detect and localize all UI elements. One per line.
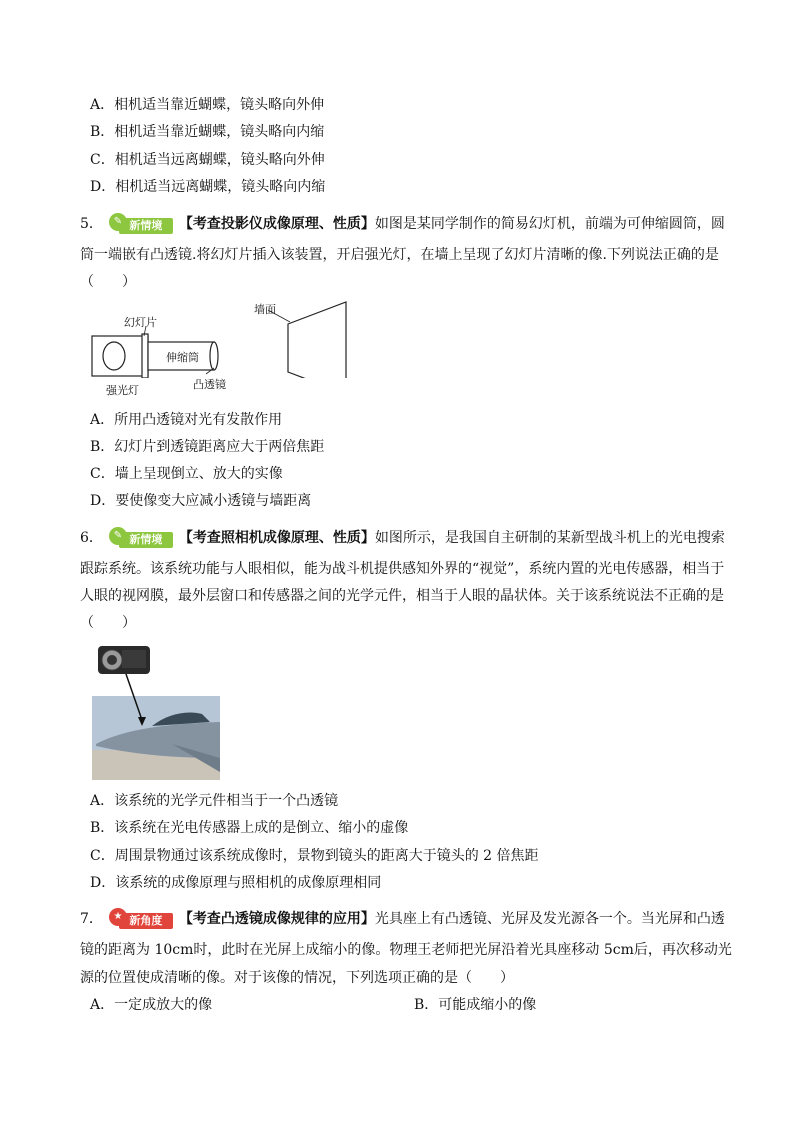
q6-option-d: D．该系统的成像原理与照相机的成像原理相同 — [90, 875, 382, 891]
q5-option-a: A．所用凸透镜对光有发散作用 — [90, 412, 283, 428]
q4-option-a: A．相机适当靠近蝴蝶，镜头略向外伸 — [90, 97, 325, 113]
q6-number: 6． — [80, 530, 103, 546]
wall — [288, 302, 346, 378]
q7-new-angle-tag: 新角度 ★ — [109, 908, 175, 930]
q7-stem-line2: 镜的距离为 10cm时，此时在光屏上成缩小的像。物理王老师把光屏沿着光具座移动 5cm后，再次移动光 — [80, 942, 732, 958]
q5-option-d: D．要使像变大应减小透镜与墙距离 — [90, 493, 312, 509]
q7-option-b: B．可能成缩小的像 — [414, 997, 537, 1013]
label-lamp: 强光灯 — [106, 384, 139, 397]
q6-stem-line1: 6． 新情境 ✎ 【考查照相机成像原理、性质】如图所示，是我国自主研制的某新型战斗机上的光电搜索 — [80, 527, 725, 549]
slide — [142, 334, 148, 378]
label-slide: 幻灯片 — [124, 316, 157, 329]
q7-topic: 【考查凸透镜成像规律的应用】 — [178, 911, 375, 927]
q6-option-a: A．该系统的光学元件相当于一个凸透镜 — [90, 793, 339, 809]
q6-jet-sensor-figure — [92, 640, 222, 782]
q5-stem-line1: 5． 新情境 ✎ 【考查投影仪成像原理、性质】如图是某同学制作的简易幻灯机，前端为可伸缩圆筒，圆 — [80, 213, 725, 235]
tag-leaf-icon: ✎ — [109, 213, 127, 231]
q5-new-context-tag: 新情境 ✎ — [109, 213, 175, 235]
q4-option-d: D．相机适当远离蝴蝶，镜头略向内缩 — [90, 179, 326, 195]
tag-badge-icon: ★ — [109, 908, 127, 926]
q7-stem-line1: 7． 新角度 ★ 【考查凸透镜成像规律的应用】光具座上有凸透镜、光屏及发光源各一个。当光屏和凸透 — [80, 908, 725, 930]
label-tube: 伸缩筒 — [166, 351, 199, 364]
q4-option-b: B．相机适当靠近蝴蝶，镜头略向内缩 — [90, 124, 325, 140]
q6-option-b: B．该系统在光电传感器上成的是倒立、缩小的虚像 — [90, 820, 409, 836]
q7-number: 7． — [80, 911, 103, 927]
convex-lens — [210, 342, 218, 370]
q5-option-b: B．幻灯片到透镜距离应大于两倍焦距 — [90, 439, 325, 455]
q6-stem-line2: 跟踪系统。该系统功能与人眼相似，能为战斗机提供感知外界的“视觉”，系统内置的光电传感器，相当于 — [80, 561, 725, 577]
q5-projector-figure — [88, 298, 358, 378]
q5-stem-line3: （ ） — [80, 274, 136, 290]
q7-option-a: A．一定成放大的像 — [90, 997, 213, 1013]
label-lens: 凸透镜 — [193, 378, 226, 391]
q6-topic: 【考查照相机成像原理、性质】 — [178, 530, 375, 546]
q6-new-context-tag: 新情境 ✎ — [109, 527, 175, 549]
q4-option-c: C．相机适当远离蝴蝶，镜头略向外伸 — [90, 152, 325, 168]
q5-option-c: C．墙上呈现倒立、放大的实像 — [90, 466, 283, 482]
q5-number: 5． — [80, 216, 103, 232]
lamp-bulb — [103, 342, 125, 370]
q6-stem-line4: （ ） — [80, 615, 136, 631]
q5-stem-line2: 筒一端嵌有凸透镜.将幻灯片插入该装置，开启强光灯，在墙上呈现了幻灯片清晰的像.下列说法正确的是 — [80, 247, 719, 263]
label-wall: 墙面 — [254, 303, 276, 316]
q6-stem-line3: 人眼的视网膜，最外层窗口和传感器之间的光学元件，相当于人眼的晶状体。关于该系统说法不正确的是 — [80, 588, 724, 604]
q7-stem-line3: 源的位置使成清晰的像。对于该像的情况，下列选项正确的是（ ） — [80, 970, 514, 986]
tag-leaf-icon: ✎ — [109, 527, 127, 545]
q5-topic: 【考查投影仪成像原理、性质】 — [178, 216, 375, 232]
q6-option-c: C．周围景物通过该系统成像时，景物到镜头的距离大于镜头的 2 倍焦距 — [90, 848, 539, 864]
